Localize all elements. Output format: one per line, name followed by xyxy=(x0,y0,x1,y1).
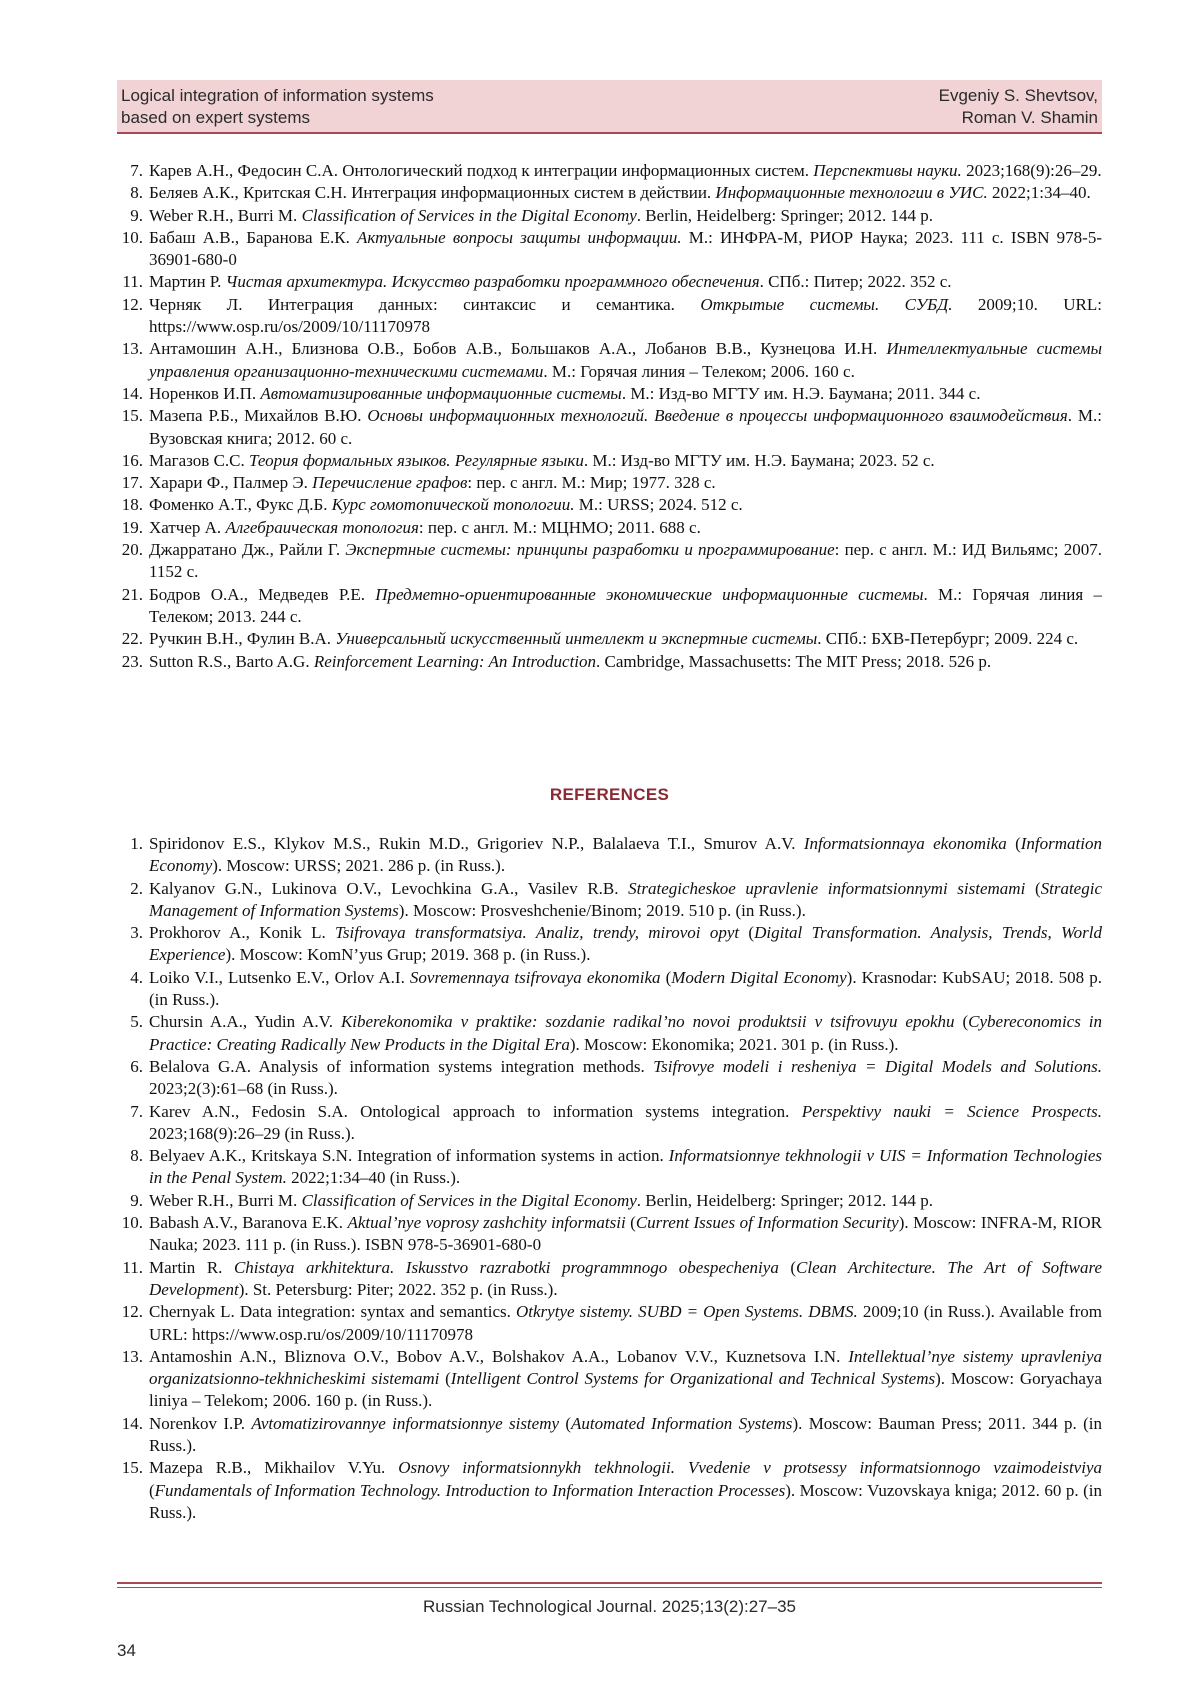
reference-title-italic: Digital Transformation. Analysis, Trends, World Experience xyxy=(149,923,1102,965)
reference-item xyxy=(110,338,1102,383)
reference-number: 8. xyxy=(130,183,143,203)
footer-rule-thin xyxy=(117,1587,1102,1588)
reference-number: 20. xyxy=(121,540,143,560)
reference-title-italic: Предметно-ориентированные экономические информационные системы xyxy=(375,584,924,604)
reference-number: 7. xyxy=(130,1101,143,1121)
reference-item xyxy=(110,1011,1102,1056)
reference-item xyxy=(110,271,1102,293)
reference-title-italic: Informatsionnaya ekonomika xyxy=(803,834,1007,853)
reference-list-russian xyxy=(110,160,1102,673)
reference-title-italic: Clean Architecture. The Art of Software Development xyxy=(149,1257,1102,1299)
reference-item xyxy=(110,227,1102,272)
reference-text: ). Moscow: Goryachaya liniya – Telekom; 2006. 160 p. (in Russ.). xyxy=(149,1369,1102,1411)
reference-text: Weber R.H., Burri M. xyxy=(149,1190,302,1210)
reference-number: 6. xyxy=(130,1056,143,1076)
journal-citation: Russian Technological Journal. 2025;13(2):27–35 xyxy=(423,1597,796,1616)
reference-text: ). Moscow: Vuzovskaya kniga; 2012. 60 p. (in Russ.). xyxy=(149,1480,1103,1522)
reference-number: 17. xyxy=(121,473,143,493)
reference-title-italic: Информационные технологии в УИС. xyxy=(715,183,988,203)
reference-text: . М.: Горячая линия – Телеком; 2006. 160 с. xyxy=(543,361,855,381)
reference-text: Prokhorov A., Konik L. xyxy=(149,923,336,943)
reference-number: 18. xyxy=(121,495,143,515)
header-authors-line-1: Evgeniy S. Shevtsov, xyxy=(938,86,1098,105)
reference-item xyxy=(110,1145,1102,1190)
reference-item xyxy=(110,405,1102,450)
reference-title-italic: Интеллектуальные системы управления организационно-техническими системами xyxy=(149,339,1102,381)
reference-text: Мазепа Р.Б., Михайлов В.Ю. xyxy=(149,406,368,426)
running-header-title xyxy=(121,85,434,129)
reference-number: 12. xyxy=(121,294,143,314)
reference-item xyxy=(110,833,1102,878)
reference-title-italic: Fundamentals of Information Technology. Introduction to Information Interaction Processes xyxy=(154,1480,786,1500)
reference-number: 2. xyxy=(130,878,143,898)
reference-number: 11. xyxy=(122,272,143,292)
reference-text: ( xyxy=(954,1012,969,1032)
reference-text: . М.: Вузовская книга; 2012. 60 с. xyxy=(149,406,1102,448)
reference-title-italic: Automated Information Systems xyxy=(571,1413,793,1433)
reference-number: 22. xyxy=(121,629,143,649)
reference-number: 14. xyxy=(121,1413,143,1433)
page-number: 34 xyxy=(117,1641,136,1660)
reference-number: 19. xyxy=(121,517,143,537)
reference-text: ( xyxy=(1006,834,1021,853)
reference-number: 10. xyxy=(121,1213,143,1233)
reference-text: Loiko V.I., Lutsenko E.V., Orlov A.I. xyxy=(149,967,410,987)
reference-item xyxy=(110,651,1102,673)
reference-item xyxy=(110,1101,1102,1146)
reference-item xyxy=(110,205,1102,227)
reference-item xyxy=(110,878,1102,923)
reference-title-italic: Алгебраическая топология xyxy=(225,517,419,537)
reference-text: : пер. с англ. М.: МЦНМО; 2011. 688 с. xyxy=(418,517,701,537)
reference-title-italic: Intellektual’nye sistemy upravleniya organizatsionno-tekhnicheskimi sistemami xyxy=(149,1346,1103,1389)
reference-number: 13. xyxy=(121,339,143,359)
reference-title-italic: Автоматизированные информационные системы xyxy=(260,383,622,403)
reference-text: Беляев А.К., Критская С.Н. Интеграция информационных систем в действии. xyxy=(149,183,716,203)
reference-text: Chursin A.A., Yudin A.V. xyxy=(149,1012,341,1032)
reference-title-italic: Актуальные вопросы защиты информации. xyxy=(357,227,682,247)
reference-text: Джарратано Дж., Райли Г. xyxy=(149,540,346,560)
reference-title-italic: Perspektivy nauki = Science Prospects. xyxy=(801,1101,1102,1121)
reference-text: Антамошин А.Н., Близнова О.В., Бобов А.В., Большаков А.А., Лобанов В.В., Кузнецова И.Н. xyxy=(149,339,887,359)
reference-text: ( xyxy=(660,967,672,987)
reference-title-italic: Экспертные системы: принципы разработки и программирование xyxy=(345,540,835,560)
reference-title-italic: Открытые системы. СУБД. xyxy=(700,294,953,314)
reference-text: Карев А.Н., Федосин С.А. Онтологический подход к интеграции информационных систем. xyxy=(149,161,814,180)
reference-item xyxy=(110,1212,1102,1257)
reference-item xyxy=(110,494,1102,516)
reference-title-italic: Osnovy informatsionnykh tekhnologii. Vvedenie v protsessy informatsionnogo vzaimodeistviya xyxy=(398,1458,1102,1478)
reference-text: . Berlin, Heidelberg: Springer; 2012. 144 p. xyxy=(636,205,933,225)
reference-text: ( xyxy=(778,1257,797,1277)
reference-text: ). St. Petersburg: Piter; 2022. 352 p. (in Russ.). xyxy=(238,1279,558,1299)
reference-number: 10. xyxy=(121,227,143,247)
reference-item xyxy=(110,182,1102,204)
reference-title-italic: Information Economy xyxy=(149,834,1102,876)
reference-text: Mazepa R.B., Mikhailov V.Yu. xyxy=(149,1458,399,1478)
reference-item xyxy=(110,1301,1102,1346)
reference-text: ( xyxy=(1025,878,1041,898)
reference-title-italic: Cybereconomics in Practice: Creating Radically New Products in the Digital Era xyxy=(149,1012,1103,1054)
reference-text: Norenkov I.P. xyxy=(149,1413,252,1433)
reference-item xyxy=(110,967,1102,1012)
reference-item xyxy=(110,628,1102,650)
reference-text: 2022;1:34–40. xyxy=(987,183,1091,203)
reference-number: 8. xyxy=(130,1146,143,1166)
reference-text: Belalova G.A. Analysis of information systems integration methods. xyxy=(149,1056,654,1076)
reference-text: 2023;168(9):26–29. xyxy=(961,161,1102,180)
reference-item xyxy=(110,472,1102,494)
reference-text: Karev A.N., Fedosin S.A. Ontological approach to information systems integration. xyxy=(149,1101,802,1121)
reference-number: 14. xyxy=(121,383,143,403)
reference-title-italic: Tsifrovye modeli i resheniya = Digital Models and Solutions. xyxy=(653,1056,1102,1076)
reference-text: Belyaev A.K., Kritskaya S.N. Integration of information systems in action. xyxy=(149,1146,669,1166)
reference-text: : пер. с англ. М.: Мир; 1977. 328 с. xyxy=(467,473,716,493)
reference-item xyxy=(110,383,1102,405)
reference-item xyxy=(110,1056,1102,1101)
reference-title-italic: Strategic Management of Information Systems xyxy=(149,878,1102,920)
reference-text: Sutton R.S., Barto A.G. xyxy=(149,651,314,671)
reference-text: Spiridonov E.S., Klykov M.S., Rukin M.D., Grigoriev N.P., Balalaeva T.I., Smurov A.V. xyxy=(149,834,804,853)
reference-title-italic: Avtomatizirovannye informatsionnye sistemy xyxy=(251,1413,560,1433)
reference-number: 21. xyxy=(121,584,143,604)
reference-number: 1. xyxy=(130,834,143,853)
reference-number: 4. xyxy=(130,967,143,987)
reference-title-italic: Kiberekonomika v praktike: sozdanie radikal’no novoi produktsii v tsifrovuyu epokhu xyxy=(340,1012,955,1032)
reference-text: Babash A.V., Baranova E.K. xyxy=(149,1213,348,1233)
reference-text: : пер. с англ. М.: ИД Вильямс; 2007. 1152 с. xyxy=(149,540,1102,582)
reference-item xyxy=(110,517,1102,539)
reference-number: 11. xyxy=(122,1257,143,1277)
reference-text: Норенков И.П. xyxy=(149,383,261,403)
reference-text: 2023;2(3):61–68 (in Russ.). xyxy=(149,1079,338,1099)
reference-title-italic: Reinforcement Learning: An Introduction xyxy=(313,651,597,671)
reference-text: Черняк Л. Интеграция данных: синтаксис и семантика. xyxy=(149,294,701,314)
reference-text: . СПб.: Питер; 2022. 352 с. xyxy=(759,272,952,292)
reference-title-italic: Основы информационных технологий. Введение в процессы информационного взаимодействия xyxy=(367,406,1068,426)
reference-text: ( xyxy=(625,1213,636,1233)
reference-text: ( xyxy=(559,1413,572,1433)
reference-item xyxy=(110,1190,1102,1212)
header-title-line-1: Logical integration of information systems xyxy=(121,86,434,105)
reference-text: . М.: Изд-во МГТУ им. Н.Э. Баумана; 2011. 344 с. xyxy=(621,383,981,403)
running-header xyxy=(117,80,1102,134)
reference-text: Antamoshin A.N., Bliznova O.V., Bobov A.V., Bolshakov A.A., Lobanov V.V., Kuznetsova I.N. xyxy=(149,1346,849,1366)
reference-text: Chernyak L. Data integration: syntax and semantics. xyxy=(149,1302,517,1322)
reference-text: 2022;1:34–40 (in Russ.). xyxy=(286,1168,461,1188)
reference-text: ( xyxy=(739,923,755,943)
reference-number: 7. xyxy=(130,161,143,180)
reference-title-italic: Универсальный искусственный интеллект и экспертные системы xyxy=(335,629,818,649)
reference-title-italic: Current Issues of Information Security xyxy=(635,1213,899,1233)
reference-text: . СПб.: БХВ-Петербург; 2009. 224 с. xyxy=(817,629,1079,649)
reference-title-italic: Tsifrovaya transformatsiya. Analiz, trendy, mirovoi opyt xyxy=(335,923,740,943)
reference-item xyxy=(110,584,1102,629)
reference-item xyxy=(110,294,1102,339)
reference-text: ). Moscow: Prosveshchenie/Binom; 2019. 510 p. (in Russ.). xyxy=(398,900,806,920)
reference-text: Фоменко А.Т., Фукс Д.Б. xyxy=(149,495,332,515)
reference-text: 2009;10. URL: https://www.osp.ru/os/2009/10/11170978 xyxy=(149,294,1102,337)
reference-title-italic: Перечисление графов xyxy=(312,473,468,493)
reference-text: Бодров О.А., Медведев Р.Е. xyxy=(149,584,376,604)
reference-number: 23. xyxy=(121,651,143,671)
reference-number: 9. xyxy=(130,1190,143,1210)
reference-list-english xyxy=(110,833,1102,1524)
reference-item xyxy=(110,1457,1102,1524)
reference-number: 12. xyxy=(121,1302,143,1322)
reference-item xyxy=(110,1413,1102,1458)
reference-text: Martin R. xyxy=(149,1257,234,1277)
reference-number: 13. xyxy=(121,1346,143,1366)
reference-title-italic: Classification of Services in the Digital Economy xyxy=(301,1190,637,1210)
reference-text: Мартин Р. xyxy=(149,272,226,292)
reference-title-italic: Теория формальных языков. Регулярные языки xyxy=(249,450,584,470)
reference-title-italic: Intelligent Control Systems for Organizational and Technical Systems xyxy=(450,1369,936,1389)
reference-text: Харари Ф., Палмер Э. xyxy=(149,473,313,493)
reference-item xyxy=(110,539,1102,584)
reference-text: М.: ИНФРА-М, РИОР Наука; 2023. 111 с. ISBN 978-5-36901-680-0 xyxy=(149,227,1103,270)
references-heading: REFERENCES xyxy=(549,785,670,804)
reference-number: 3. xyxy=(130,923,143,943)
footer-rule-thick xyxy=(117,1582,1102,1584)
reference-text: Магазов С.С. xyxy=(149,450,249,470)
reference-text: Бабаш А.В., Баранова Е.К. xyxy=(149,227,358,247)
reference-number: 15. xyxy=(121,1458,143,1478)
reference-text: ). Moscow: Bauman Press; 2011. 344 p. (in Russ.). xyxy=(149,1413,1103,1456)
reference-title-italic: Chistaya arkhitektura. Iskusstvo razrabotki programmnogo obespecheniya xyxy=(233,1257,779,1277)
reference-text: ( xyxy=(149,1480,155,1500)
reference-text: М.: URSS; 2024. 512 с. xyxy=(574,495,743,515)
reference-item xyxy=(110,1346,1102,1413)
reference-title-italic: Modern Digital Economy xyxy=(671,967,847,987)
reference-text: . М.: Горячая линия – Телеком; 2013. 244 с. xyxy=(149,584,1102,626)
reference-title-italic: Курс гомотопической топологии. xyxy=(331,495,575,515)
reference-text: . М.: Изд-во МГТУ им. Н.Э. Баумана; 2023. 52 с. xyxy=(583,450,935,470)
reference-text: Weber R.H., Burri M. xyxy=(149,205,302,225)
reference-item xyxy=(110,450,1102,472)
reference-item xyxy=(110,1257,1102,1302)
reference-text: . Cambridge, Massachusetts: The MIT Press; 2018. 526 p. xyxy=(596,651,992,671)
reference-title-italic: Aktual’nye voprosy zashchity informatsii xyxy=(347,1213,626,1233)
reference-text: ). Moscow: Ekonomika; 2021. 301 p. (in Russ.). xyxy=(569,1034,899,1054)
reference-title-italic: Sovremennaya tsifrovaya ekonomika xyxy=(409,967,661,987)
header-title-line-2: based on expert systems xyxy=(121,108,310,127)
reference-text: . Berlin, Heidelberg: Springer; 2012. 144 p. xyxy=(636,1190,933,1210)
reference-number: 5. xyxy=(130,1012,143,1032)
header-authors-line-2: Roman V. Shamin xyxy=(961,108,1098,127)
reference-title-italic: Strategicheskoe upravlenie informatsionnymi sistemami xyxy=(628,878,1026,898)
reference-text: 2009;10 (in Russ.). Available from URL: https://www.osp.ru/os/2009/10/11170978 xyxy=(149,1302,1102,1344)
reference-text: ). Moscow: KomN’yus Grup; 2019. 368 p. (in Russ.). xyxy=(225,945,591,965)
reference-text: ). Moscow: URSS; 2021. 286 p. (in Russ.). xyxy=(212,856,506,876)
reference-text: Ручкин В.Н., Фулин В.А. xyxy=(149,629,336,649)
reference-title-italic: Чистая архитектура. Искусство разработки программного обеспечения xyxy=(225,272,760,292)
reference-number: 9. xyxy=(130,205,143,225)
reference-title-italic: Classification of Services in the Digital Economy xyxy=(301,205,637,225)
reference-item xyxy=(110,160,1102,182)
reference-text: ). Krasnodar: KubSAU; 2018. 508 p. (in Russ.). xyxy=(149,967,1102,1010)
reference-number: 15. xyxy=(121,406,143,426)
reference-text: 2023;168(9):26–29 (in Russ.). xyxy=(149,1123,355,1143)
reference-title-italic: Otkrytye sistemy. SUBD = Open Systems. DBMS. xyxy=(516,1302,858,1322)
reference-item xyxy=(110,922,1102,967)
reference-title-italic: Informatsionnye tekhnologii v UIS = Information Technologies in the Penal System. xyxy=(149,1146,1102,1188)
reference-number: 16. xyxy=(121,450,143,470)
reference-title-italic: Перспективы науки. xyxy=(813,161,962,180)
reference-text: ( xyxy=(439,1369,451,1389)
reference-text: Kalyanov G.N., Lukinova O.V., Levochkina G.A., Vasilev R.B. xyxy=(149,878,629,898)
running-header-authors xyxy=(939,85,1098,129)
reference-text: Хатчер А. xyxy=(149,517,226,537)
reference-text: ). Moscow: INFRA-M, RIOR Nauka; 2023. 111 p. (in Russ.). ISBN 978-5-36901-680-0 xyxy=(149,1213,1103,1255)
